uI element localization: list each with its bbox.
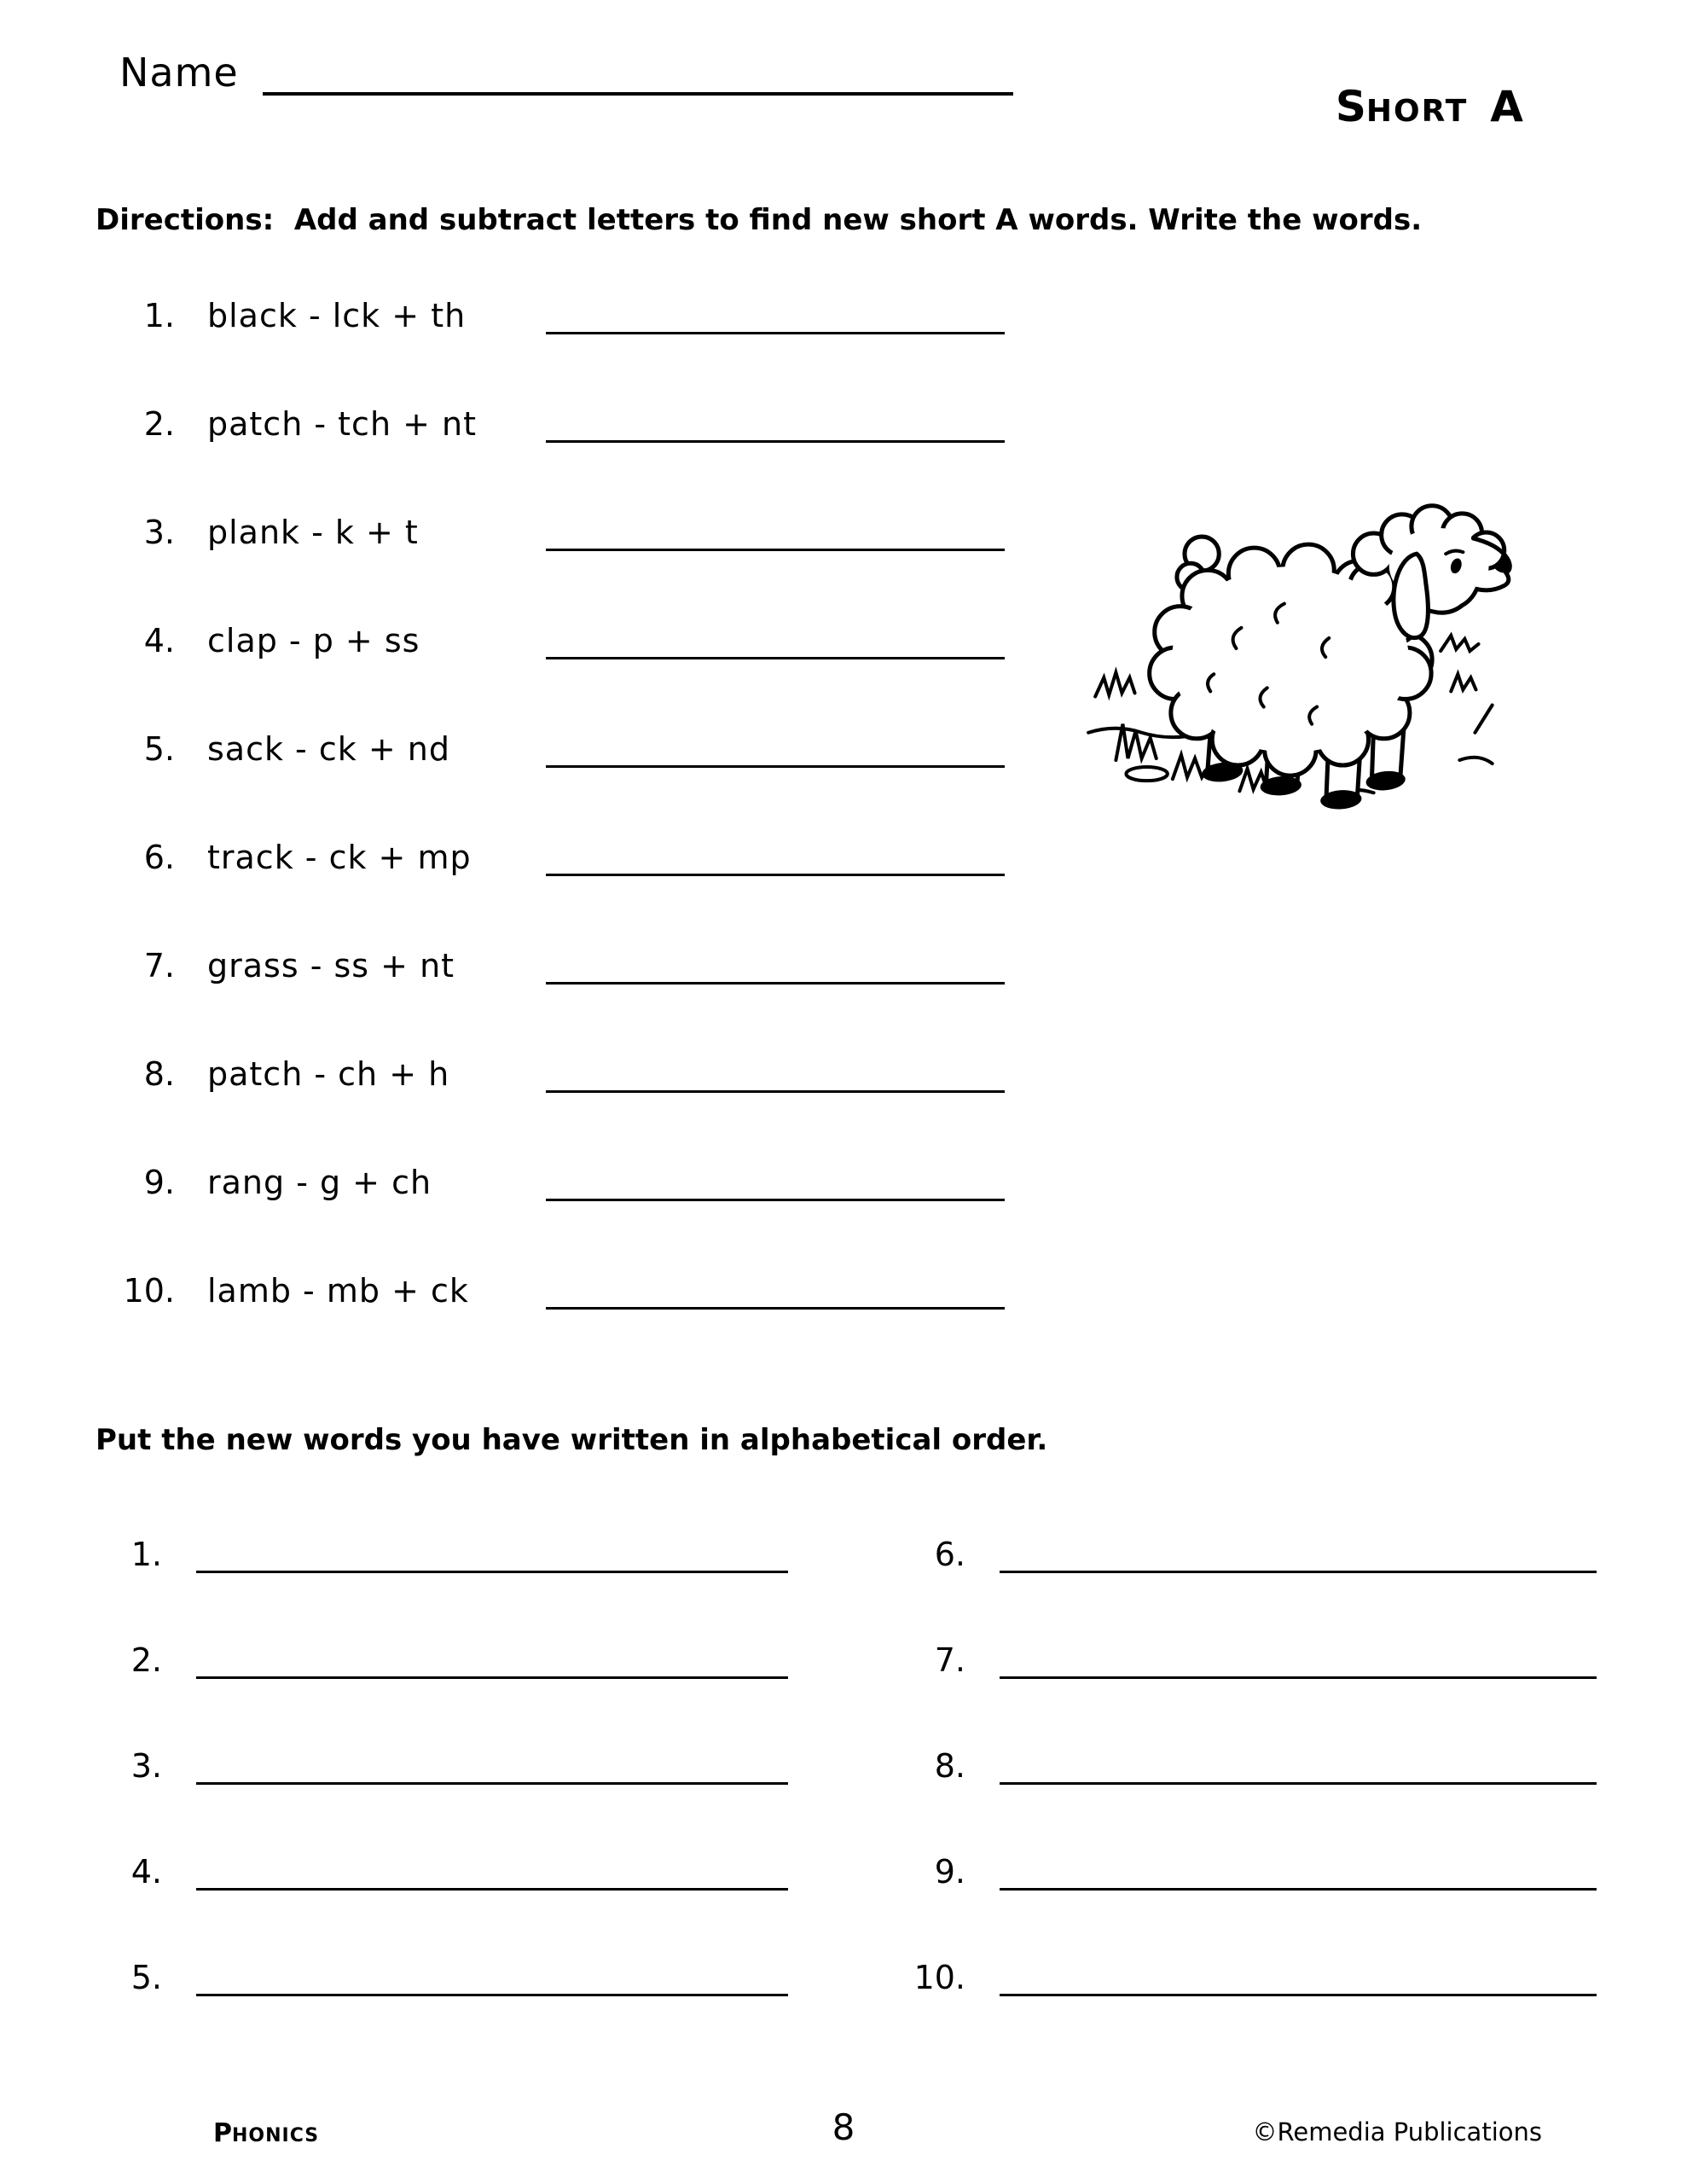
page-footer (0, 2097, 1687, 2148)
alpha-answer-line[interactable] (196, 1635, 788, 1679)
alpha-answer-line[interactable] (196, 1953, 788, 1996)
title-part: HORT (1365, 94, 1469, 129)
exercise-row (94, 834, 1005, 876)
alpha-number: 8. (934, 1747, 965, 1785)
exercise-number: 8. (143, 1055, 175, 1093)
exercise-number: 6. (143, 839, 175, 876)
footer-brand-initial: P (213, 2118, 232, 2148)
footer-brand-rest: HONICS (232, 2125, 320, 2146)
exercise-expression: sack - ck + nd (207, 730, 450, 768)
alpha-column-left (94, 1529, 788, 2058)
exercise-row (94, 1267, 1005, 1310)
exercise-number: 4. (143, 622, 175, 659)
alpha-row (897, 1529, 1597, 1573)
alpha-number: 6. (934, 1536, 965, 1573)
alpha-answer-line[interactable] (196, 1530, 788, 1573)
alpha-number: 9. (934, 1853, 965, 1891)
exercise-expression: rang - g + ch (207, 1164, 432, 1201)
sheep-illustration (1071, 474, 1535, 819)
alphabetical-grid (94, 1529, 1597, 2058)
exercise-number: 2. (143, 405, 175, 443)
alpha-answer-line[interactable] (1000, 1530, 1597, 1573)
alpha-number: 7. (934, 1641, 965, 1679)
alpha-answer-line[interactable] (196, 1847, 788, 1891)
exercise-answer-line[interactable] (546, 1051, 1005, 1093)
alpha-row (897, 1952, 1597, 1996)
exercise-expression: clap - p + ss (207, 622, 420, 659)
page-number: 8 (832, 2106, 855, 2148)
alpha-row (897, 1635, 1597, 1679)
directions-text: Directions: Add and subtract letters to find new short A words. Write the words. (96, 203, 1423, 237)
title-part: A (1490, 82, 1523, 131)
exercise-list (94, 292, 1005, 1375)
alpha-number: 3. (130, 1747, 162, 1785)
exercise-answer-line[interactable] (546, 834, 1005, 876)
name-input-line[interactable] (263, 51, 1013, 96)
alpha-row (94, 1635, 788, 1679)
exercise-expression: patch - tch + nt (207, 405, 478, 443)
exercise-row (94, 1159, 1005, 1201)
alpha-row (897, 1740, 1597, 1785)
copyright-text: ©Remedia Publications (1252, 2117, 1542, 2146)
exercise-expression: track - ck + mp (207, 839, 472, 876)
alpha-answer-line[interactable] (1000, 1635, 1597, 1679)
alpha-number: 2. (130, 1641, 162, 1679)
exercise-number: 10. (123, 1272, 175, 1310)
exercise-expression: lamb - mb + ck (207, 1272, 469, 1310)
alpha-column-right (897, 1529, 1597, 2058)
exercise-number: 5. (143, 730, 175, 768)
name-row (119, 49, 1013, 96)
alpha-answer-line[interactable] (1000, 1953, 1597, 1996)
exercise-answer-line[interactable] (546, 726, 1005, 768)
exercise-number: 3. (143, 514, 175, 551)
alpha-number: 10. (913, 1959, 965, 1996)
title-part: S (1335, 82, 1366, 131)
alpha-answer-line[interactable] (1000, 1741, 1597, 1785)
exercise-number: 7. (143, 947, 175, 985)
alpha-row (94, 1529, 788, 1573)
page-title (1336, 82, 1523, 131)
exercise-answer-line[interactable] (546, 1268, 1005, 1310)
exercise-number: 9. (143, 1164, 175, 1201)
exercise-row (94, 1050, 1005, 1093)
exercise-answer-line[interactable] (546, 943, 1005, 985)
alphabetical-heading: Put the new words you have written in alphabetical order. (96, 1423, 1048, 1457)
exercise-answer-line[interactable] (546, 618, 1005, 659)
alpha-number: 4. (130, 1853, 162, 1891)
exercise-answer-line[interactable] (546, 1159, 1005, 1201)
alpha-row (897, 1846, 1597, 1891)
exercise-expression: patch - ch + h (207, 1055, 450, 1093)
exercise-answer-line[interactable] (546, 401, 1005, 443)
exercise-row (94, 508, 1005, 551)
exercise-number: 1. (143, 297, 175, 334)
exercise-expression: plank - k + t (207, 514, 419, 551)
exercise-row (94, 942, 1005, 985)
exercise-answer-line[interactable] (546, 509, 1005, 551)
exercise-expression: grass - ss + nt (207, 947, 455, 985)
alpha-number: 5. (130, 1959, 162, 1996)
exercise-expression: black - lck + th (207, 297, 467, 334)
name-label: Name (119, 49, 239, 96)
alpha-number: 1. (130, 1536, 162, 1573)
alpha-answer-line[interactable] (196, 1741, 788, 1785)
exercise-row (94, 400, 1005, 443)
exercise-row (94, 725, 1005, 768)
alpha-row (94, 1846, 788, 1891)
exercise-answer-line[interactable] (546, 293, 1005, 334)
exercise-row (94, 292, 1005, 334)
exercise-row (94, 617, 1005, 659)
alpha-answer-line[interactable] (1000, 1847, 1597, 1891)
alpha-row (94, 1740, 788, 1785)
alpha-row (94, 1952, 788, 1996)
footer-brand (213, 2118, 319, 2148)
